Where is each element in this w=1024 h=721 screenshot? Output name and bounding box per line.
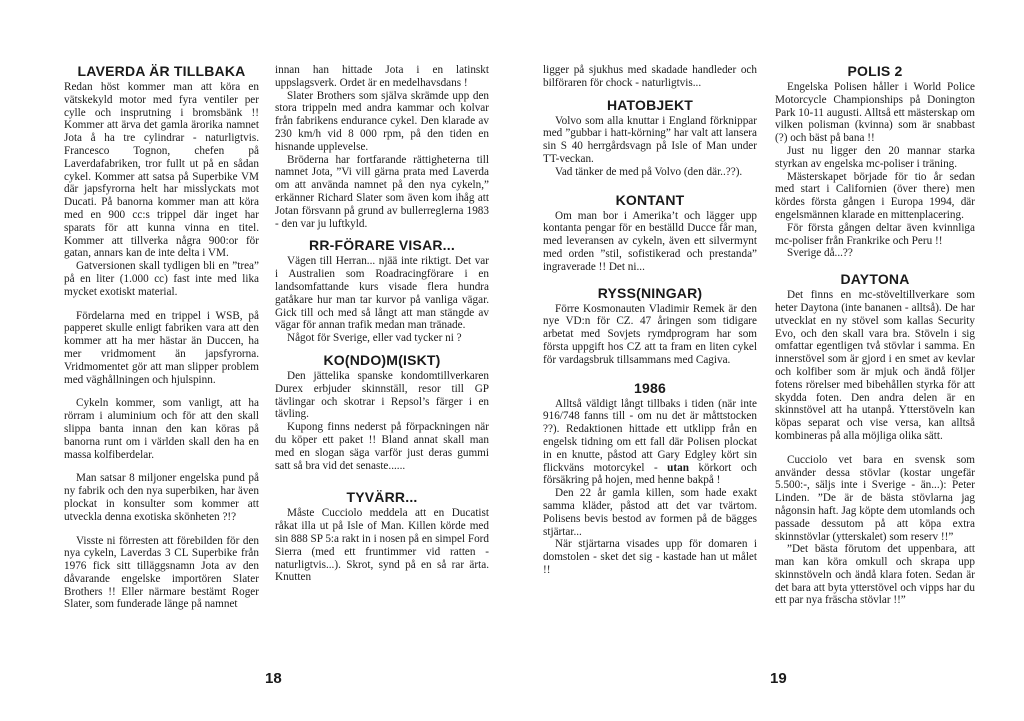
y1986-paragraph-1 — [543, 398, 757, 488]
column-4 — [775, 58, 975, 607]
polis-paragraph-5: Sverige då...?? — [787, 247, 853, 260]
column-2 — [275, 64, 489, 584]
polis-paragraph-4: För första gången deltar även kvinnliga mc-poliser från Frankrike och Peru !! — [775, 221, 975, 247]
heading-laverda: LAVERDA ÄR TILLBAKA — [77, 63, 246, 79]
page-number-left: 18 — [265, 670, 282, 687]
y1986-text-b: körkort och försäkring på hojen, med henne bakpå ! — [543, 461, 758, 487]
laverda-paragraph-4: Cykeln kommer, som vanligt, att ha rörram i aluminium och för att den skall slippa banta innan den kan köras på banorna runt om i världen skall den ha en massa kolfiberdelar. — [64, 397, 259, 461]
laverda-cont-paragraph-2: Slater Brothers som själva skrämde upp den stora trippeln med andra kammar och kolvar från fabrikens endurance cykel. Den klarade av 230 km/h vid 8 000 rpm, på den tiden en hisnande upplevelse. — [275, 89, 489, 153]
heading-kondom: KO(NDO)M(ISKT) — [323, 351, 441, 368]
column-3 — [543, 64, 757, 577]
heading-hatobjekt: HATOBJEKT — [606, 96, 694, 113]
rr-paragraph-1: Vägen till Herran... njää inte riktigt. Det var i Australien som Roadracingförare i en landsomfattande kurs visade flera hundra gatåkare hur man tar kurvor på vanliga vägar. Gick till och med så långt att man stängde av vägar för annan trafik medan man tränade. — [275, 255, 489, 332]
heading-kontant: KONTANT — [615, 191, 685, 208]
rr-paragraph-2: Något för Sverige, eller vad tycker ni ? — [287, 332, 462, 345]
daytona-paragraph-3: ”Det bästa förutom det uppenbara, att man kan köra omkull och skrapa upp skinnstöveln och ändå klara foten. Sedan är det bara att byta ytterstövel och vipps har du ett par nya fräscha stövlar !!” — [775, 543, 975, 607]
polis-paragraph-1: Engelska Polisen håller i World Police Motorcycle Championships på Donington Park 10-11 augusti. Alltså ett mästerskap om vilken polisman (kvinna) som är snabbast (?) och bäst på bana !! — [775, 81, 975, 145]
laverda-paragraph-2: Gatversionen skall tydligen bli en ”trea” på en liter (1.000 cc) fast inte med lika mycket exotiskt material. — [64, 260, 259, 298]
tyvarr-paragraph: Måste Cucciolo meddela att en Ducatist råkat illa ut på Isle of Man. Killen körde med sin 888 SP 5:a rakt in i nosen på en simpel Ford Sierra (med ett fruntimmer vid ratten - naturligtvis...). Skrot, synd på en så rar ärta. Knutten — [275, 507, 489, 584]
column-1 — [64, 58, 259, 611]
heading-ryss: RYSS(NINGAR) — [597, 284, 703, 301]
kontant-paragraph: Om man bor i Amerika’t och lägger upp kontanta pengar för en beställd Ducce får man, med leveransen av cykeln, även ett silvermynt med orden ”stil, sofistikerad och prestanda” ingraverade !! Det ni... — [543, 209, 757, 273]
ko-paragraph-2: Kupong finns nederst på förpackningen när du köper ett paket !! Bland annat skall man med en slogan säga varför just deras gummi satt så bra vid det senaste...... — [275, 421, 489, 472]
y1986-text-a: Alltså väldigt långt tillbaks i tiden (när inte 916/748 fanns till - om nu det är måttstocken ??). Redaktionen hittade ett utklipp från en engelsk tidning om ett fall där Polisen plockat in en knutte, påstod att Gary Edgley kört sin flickväns motorcykel - — [543, 397, 757, 474]
heading-daytona: DAYTONA — [840, 271, 910, 288]
page-number-right: 19 — [770, 670, 787, 687]
laverda-paragraph-5: Man satsar 8 miljoner engelska pund på ny fabrik och den nya superbiken, har även plockat in konsulter som kommer att utveckla denna exotiska skönheten ?!? — [64, 472, 259, 523]
y1986-paragraph-2: Den 22 år gamla killen, som hade exakt samma kläder, påstod att det var tvärtom. Polisens bevis bestod av formen på de bägges stjärtar... — [543, 487, 757, 538]
daytona-paragraph-1: Det finns en mc-stöveltillverkare som heter Daytona (inte bananen - alltså). De har utvecklat en ny stövel som kallas Security Evo, och den skall vara bra. Stöveln i sig omfattar egentligen två stövlar i samma. En innerstövel som är gjord i en smet av kevlar och kolfiber som är mjuk och ändå följer fotens rörelser med bibehållen styrka för att skydda foten. Den andra delen är en skinnstövel att ha utanpå. Ytterstöveln kan köpas separat och vise versa, kan alltså kombineras på alla möjliga olika sätt. — [775, 289, 975, 442]
heading-polis-2: POLIS 2 — [847, 63, 903, 79]
laverda-paragraph-6: Visste ni förresten att förebilden för den nya cykeln, Laverdas 3 CL Superbike från 1976 fick sitt tilläggsnamn Jota av den dåvarande engelske importören Slater Brothers !! Eller närmare bestämt Roger Slater, som funderade länge på namnet — [64, 534, 259, 611]
hat-paragraph-1: Volvo som alla knuttar i England förknippar med ”gubbar i hatt-körning” har valt att lansera sin S 40 herrgårdsvagn på Isle of Man under TT-veckan. — [543, 114, 757, 165]
laverda-paragraph-1: Redan höst kommer man att köra en vätskekyld motor med fyra ventiler per cylle och insprutning i bromsbänk !! Kommer att ärva det gamla ärorika namnet Jota å ha tre cylindrar - naturligtvis. Francesco Tognon, chefen på Laverdafabriken, tror fullt ut på en sådan cykel. Kommer att satsa på Superbike VM där japsfyrorna helt har misslyckats mot Ducati. På banorna kommer man att köra med en 900 cc:s trippel där inget har sparats för att kunna vinna en titel. Kommer att tillverka några 900:or för gatan, annars kan de inte delta i VM. — [64, 81, 259, 260]
y1986-text-bold: utan — [667, 461, 689, 474]
polis-paragraph-3: Mästerskapet började för tio år sedan med start i Californien (över there) men kördes första gången i Europa 1994, där engelsmännen klarade en mittenplacering. — [775, 170, 975, 221]
heading-1986: 1986 — [634, 379, 666, 396]
y1986-paragraph-3: När stjärtarna visades upp för domaren i domstolen - sket det sig - kastade han ut målet !! — [543, 538, 757, 576]
heading-rr-forare: RR-FÖRARE VISAR... — [309, 237, 455, 254]
polis-paragraph-2: Just nu ligger den 20 mannar starka styrkan av engelska mc-poliser i träning. — [775, 144, 975, 170]
hat-paragraph-2: Vad tänker de med på Volvo (den där..??). — [555, 165, 743, 178]
spread-gutter — [511, 40, 512, 690]
ryss-paragraph: Förre Kosmonauten Vladimir Remek är den nye VD:n för CZ. 47 åringen som tidigare arbetat med Sovjets rymdprogram har som första uppgift hos CZ att ta fram en liten cykel för vardagsbruk tillsammans med Cagiva. — [543, 302, 757, 366]
laverda-paragraph-3: Fördelarna med en trippel i WSB, på papperet skulle enligt fabriken vara att den kommer att ha mer hästar än Duccen, ha mer vridmoment än japsfyrorna. Vridmomentet gör att man slipper problem med väghållningen och hjulspinn. — [64, 309, 259, 386]
daytona-paragraph-2: Cucciolo vet bara en svensk som använder dessa stövlar (kostar ungefär 5.500:-, säljs inte i Sverige - än...): Peter Linden. ”De är de bästa stövlarna jag någonsin haft. Jag köpte dem utomlands och passade dessutom på att köpa extra skinnstövlar (ytterskalet) som reserv !!” — [775, 453, 975, 543]
heading-tyvarr: TYVÄRR... — [346, 489, 418, 506]
laverda-cont-paragraph-3: Bröderna har fortfarande rättigheterna till namnet Jota, ”Vi vill gärna prata med Laverda om att använda namnet på den nya cykeln,” erkänner Richard Slater som även kom ihåg att Jotan försvann på grund av bullerreglerna 1983 - den var ju luftkyld. — [275, 153, 489, 230]
laverda-cont-paragraph-1: innan han hittade Jota i en latinskt uppslagsverk. Ordet är en medelhavsdans ! — [275, 64, 489, 89]
ko-paragraph-1: Den jättelika spanske kondomtillverkaren Durex erbjuder skinnställ, resor till GP tävlingar och skotrar i Repsol’s färger i en tävling. — [275, 369, 489, 421]
tyvarr-cont-paragraph: ligger på sjukhus med skadade handleder och bilföraren för chock - naturligtvis... — [543, 64, 757, 89]
